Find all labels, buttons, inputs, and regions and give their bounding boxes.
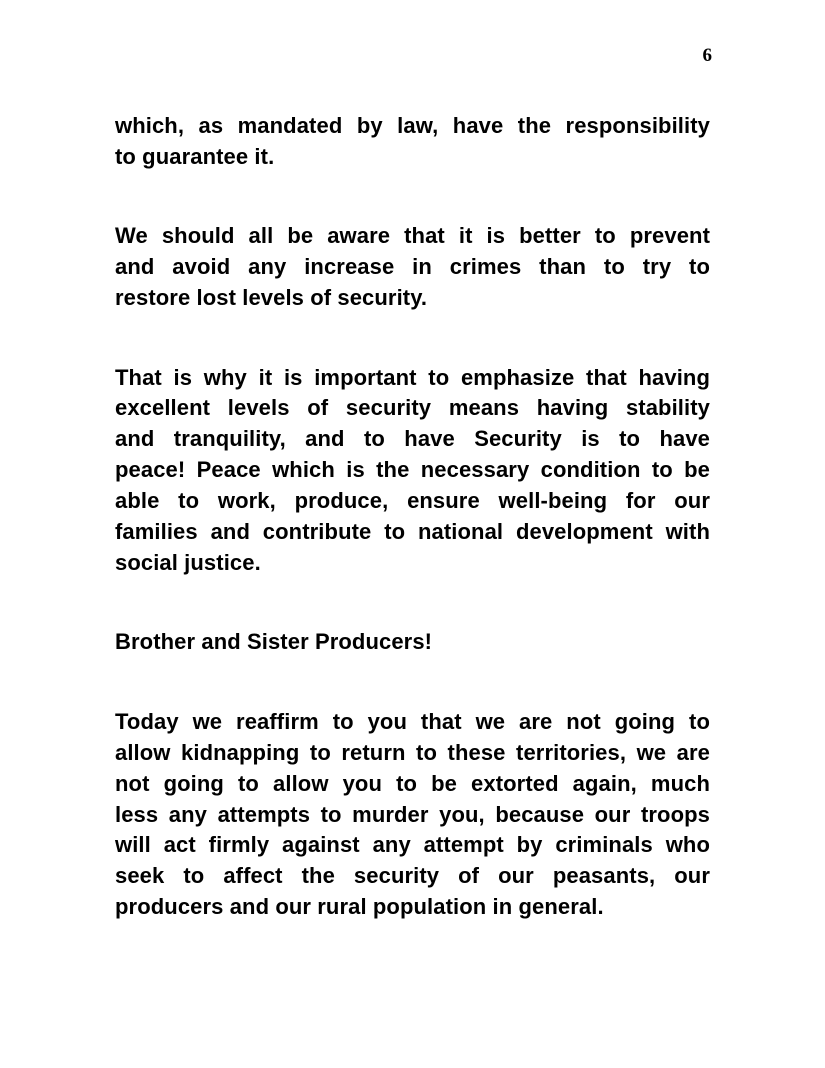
text-line: excellent levels of security means having stability	[115, 395, 710, 421]
text-line: restore lost levels of security.	[115, 285, 428, 311]
document-body	[115, 111, 710, 923]
text-line: families and contribute to national development with	[115, 519, 710, 545]
paragraph	[115, 221, 710, 314]
text-line: to guarantee it.	[115, 143, 275, 169]
paragraph	[115, 111, 710, 173]
text-line: peace! Peace which is the necessary condition to be	[115, 457, 710, 483]
text-line: and tranquility, and to have Security is to have	[115, 426, 710, 452]
text-line: allow kidnapping to return to these territories, we are	[115, 739, 710, 765]
text-line: Brother and Sister Producers!	[115, 629, 433, 655]
text-line: able to work, produce, ensure well-being for our	[115, 488, 710, 514]
text-line: will act firmly against any attempt by criminals who	[115, 832, 710, 858]
page-number: 6	[702, 45, 712, 66]
text-line: social justice.	[115, 549, 261, 575]
text-line: producers and our rural population in general.	[115, 894, 604, 920]
text-line: which, as mandated by law, have the responsibility	[115, 113, 710, 138]
text-line: That is why it is important to emphasize that having	[115, 364, 710, 390]
text-line: Today we reaffirm to you that we are not going to	[115, 708, 710, 734]
text-line: seek to affect the security of our peasants, our	[115, 863, 710, 889]
paragraph	[115, 627, 710, 658]
text-line: and avoid any increase in crimes than to try to	[115, 254, 710, 280]
text-line: less any attempts to murder you, because our troops	[115, 801, 710, 827]
paragraph	[115, 707, 710, 923]
paragraph	[115, 363, 710, 579]
text-line: not going to allow you to be extorted again, much	[115, 770, 710, 796]
text-line: We should all be aware that it is better to prevent	[115, 223, 710, 249]
